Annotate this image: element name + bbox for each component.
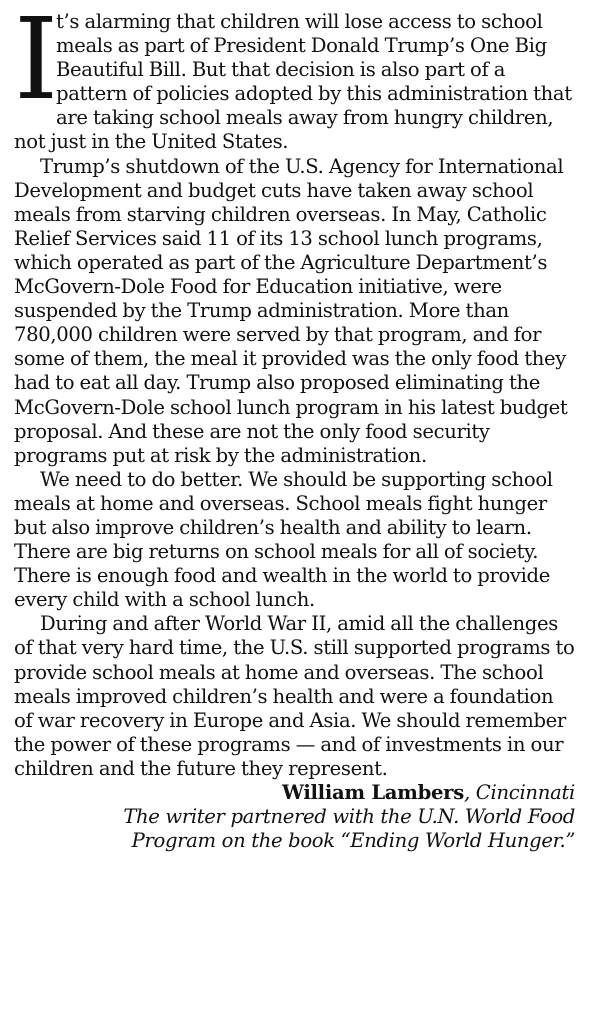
author-name: William Lambers xyxy=(282,781,464,804)
author-note xyxy=(14,805,575,853)
paragraph-2: Trump’s shutdown of the U.S. Agency for International Development and budget cuts have taken away school meals from starving children overseas. In May, Catholic Relief Services said 11 of its 13 school lunch programs, which operated as part of the Agriculture Department’s McGovern-Dole Food for Education initiative, were suspended by the Trump administration. More than 780,000 children were served by that program, and for some of them, the meal it provided was the only food they had to eat all day. Trump also proposed eliminating the McGovern-Dole school lunch program in his latest budget proposal. And these are not the only food security programs put at risk by the administration. xyxy=(14,154,568,467)
signature xyxy=(14,781,575,805)
author-note-line-1: The writer partnered with the U.N. World Food xyxy=(123,805,575,829)
author-city: , Cincinnati xyxy=(463,781,575,804)
paragraph-1-text: t’s alarming that children will lose access to school meals as part of President Donald Trump’s One Big Beautiful Bill. But that decision is also part of a pattern of policies adopted by this administration that are taking school meals away from hungry children, not just in the United States. xyxy=(14,10,572,154)
paragraph-4: During and after World War II, amid all the challenges of that very hard time, the U.S. still supported programs to provide school meals at home and overseas. The school meals improved children’s health and were a foundation of war recovery in Europe and Asia. We should remember the power of these programs — and of investments in our children and the future they represent. xyxy=(14,612,575,780)
drop-cap: I xyxy=(14,0,58,125)
paragraph-1 xyxy=(14,0,575,155)
paragraph-3: We need to do better. We should be supporting school meals at home and overseas. School meals fight hunger but also improve children’s health and ability to learn. There are big returns on school meals for all of society. There is enough food and wealth in the world to provide every child with a school lunch. xyxy=(14,467,553,612)
author-note-line-2: Program on the book “Ending World Hunger.” xyxy=(131,829,575,853)
